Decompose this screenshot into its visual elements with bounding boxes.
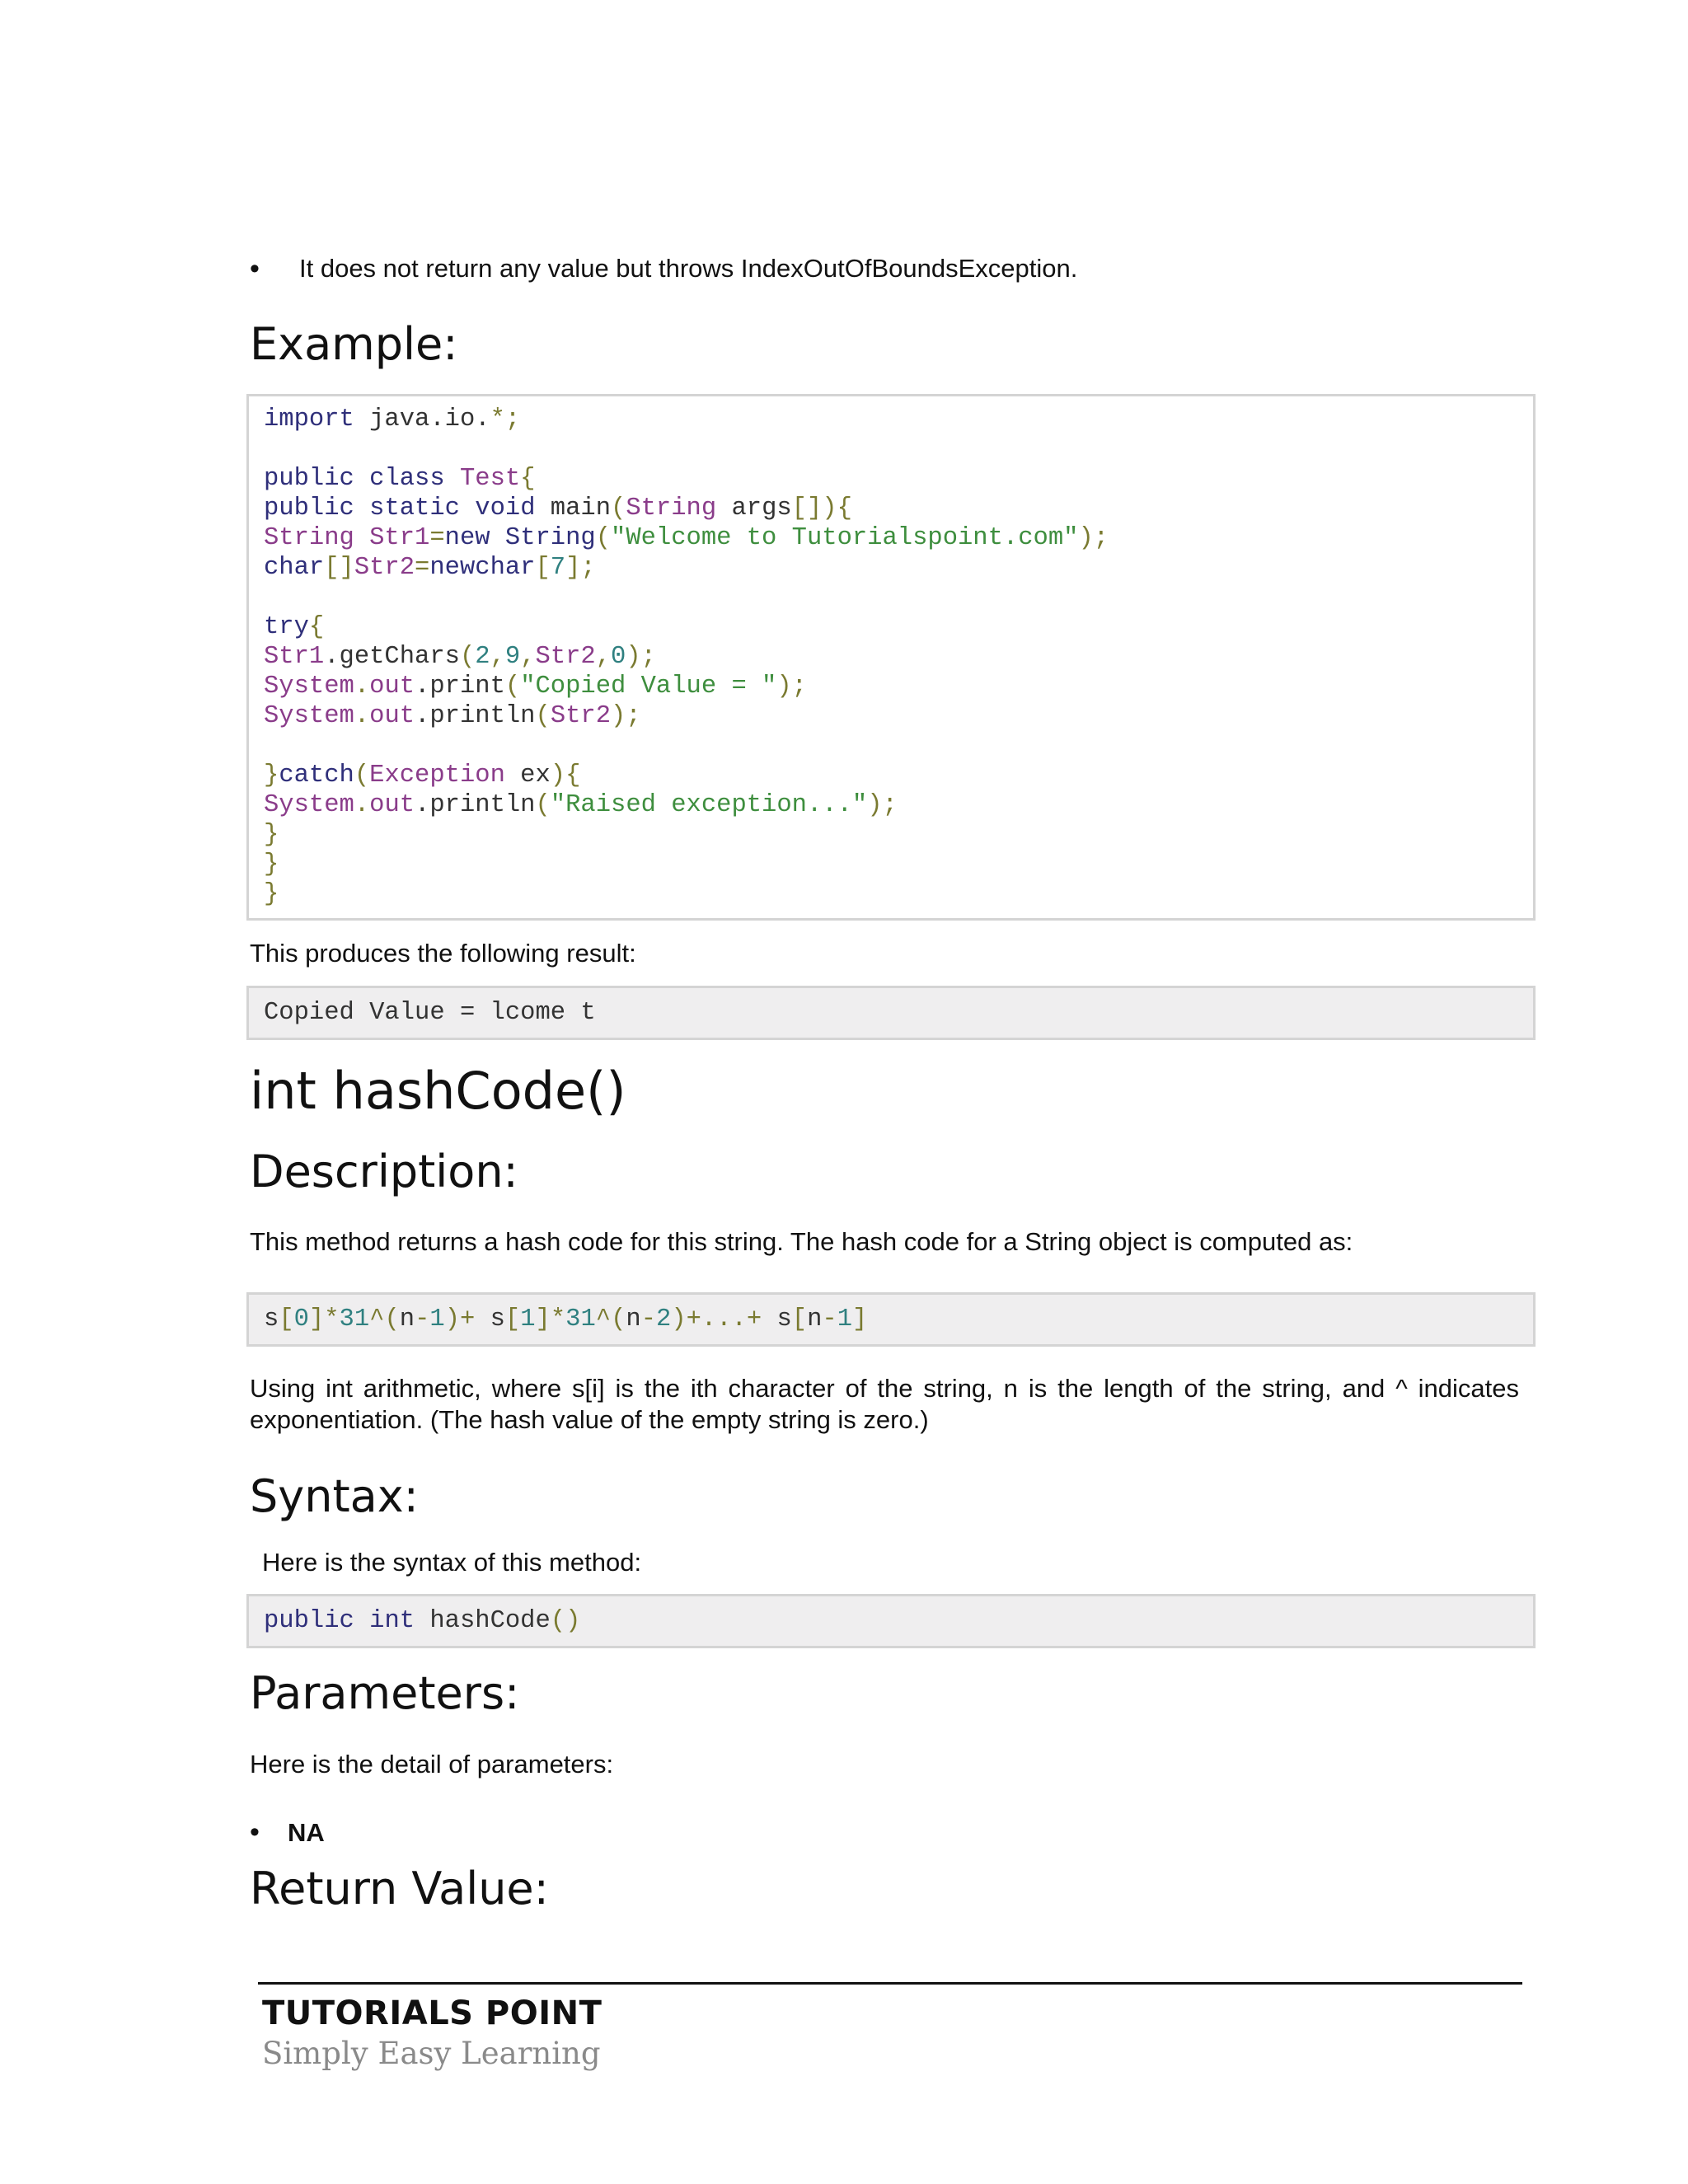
code-token: () — [550, 1607, 581, 1635]
heading-description: Description: — [250, 1146, 518, 1197]
code-token: ( — [611, 494, 626, 523]
code-token: args — [716, 494, 792, 523]
code-token: . — [354, 791, 370, 819]
code-token: ( — [535, 791, 551, 819]
code-token — [354, 1607, 369, 1635]
code-token: 9 — [504, 643, 521, 671]
code-token: { — [520, 465, 536, 493]
code-token: [ — [535, 554, 551, 582]
code-line — [264, 820, 1518, 850]
code-token: Copied Value = lcome t — [264, 999, 596, 1027]
code-line — [264, 583, 1518, 612]
code-token: static — [369, 494, 460, 523]
code-token: Str2 — [535, 643, 596, 671]
code-token: , — [490, 643, 505, 671]
code-line — [264, 434, 1518, 464]
code-token: - — [640, 1305, 656, 1333]
heading-parameters: Parameters: — [250, 1667, 520, 1719]
code-line — [264, 850, 1518, 879]
code-token: ex — [504, 762, 551, 790]
code-token: n — [807, 1305, 823, 1333]
code-token: ); — [1078, 524, 1109, 552]
code-line — [264, 879, 1518, 909]
code-token: []){ — [791, 494, 852, 523]
code-token: 1 — [429, 1305, 445, 1333]
code-line — [264, 1295, 1518, 1333]
code-token — [490, 524, 505, 552]
code-token: 0 — [293, 1305, 309, 1333]
code-line — [264, 553, 1518, 583]
code-token: s — [762, 1305, 792, 1333]
heading-method: int hashCode() — [250, 1061, 626, 1121]
code-token: 0 — [611, 643, 626, 671]
footer-divider — [258, 1982, 1522, 1985]
code-token: 31 — [339, 1305, 370, 1333]
heading-syntax: Syntax: — [250, 1470, 419, 1522]
code-token: 1 — [520, 1305, 536, 1333]
code-token: .print — [415, 673, 505, 701]
code-block-formula — [246, 1292, 1536, 1347]
code-token — [354, 465, 369, 493]
code-token: { — [308, 613, 325, 641]
code-token: Exception — [369, 762, 505, 790]
code-token: int — [369, 1607, 415, 1635]
code-token: main — [535, 494, 612, 523]
code-line — [264, 672, 1518, 701]
code-token: System — [264, 702, 354, 730]
code-token: } — [264, 762, 279, 790]
code-token: } — [264, 821, 279, 849]
heading-example: Example: — [250, 318, 458, 370]
code-line — [264, 790, 1518, 820]
code-line — [264, 523, 1518, 553]
code-token: } — [264, 880, 279, 908]
code-token: Str1 — [264, 643, 325, 671]
code-token — [460, 494, 475, 523]
code-token: . — [354, 673, 370, 701]
params-list-item — [250, 1816, 325, 1849]
code-token: catch — [279, 762, 354, 790]
code-token: java.io. — [354, 405, 490, 434]
footer-brand: TUTORIALS POINT — [262, 1994, 603, 2032]
code-line — [264, 701, 1518, 731]
code-token: 2 — [656, 1305, 672, 1333]
code-token: "Copied Value = " — [520, 673, 777, 701]
code-token: ); — [626, 643, 656, 671]
code-token: )+...+ — [671, 1305, 762, 1333]
code-token: public — [264, 465, 354, 493]
code-token: newchar — [429, 554, 536, 582]
code-token: Str2 — [550, 702, 612, 730]
code-block-example — [246, 394, 1536, 921]
code-token: System — [264, 673, 354, 701]
code-token: = — [415, 554, 430, 582]
bullet-item — [250, 251, 1077, 287]
code-token: - — [822, 1305, 837, 1333]
code-line — [264, 464, 1518, 494]
code-token: out — [369, 702, 415, 730]
bullet-icon: • — [250, 253, 260, 284]
code-token: 2 — [475, 643, 490, 671]
code-token — [354, 494, 369, 523]
bullet-icon: • — [250, 1816, 260, 1848]
code-token: ]* — [535, 1305, 566, 1333]
code-line — [264, 731, 1518, 761]
code-token: String — [626, 494, 717, 523]
code-line — [264, 988, 1518, 1027]
code-token: [ — [791, 1305, 808, 1333]
code-token: )+ — [444, 1305, 476, 1333]
code-line — [264, 642, 1518, 672]
code-token: out — [369, 791, 415, 819]
code-token: ( — [354, 762, 370, 790]
code-token: .println — [415, 791, 536, 819]
code-token: Str1 — [354, 524, 430, 552]
code-token: Str2 — [354, 554, 415, 582]
code-token: ^( — [369, 1305, 400, 1333]
code-token: public — [264, 494, 354, 523]
code-token: - — [415, 1305, 430, 1333]
code-token: = — [429, 524, 445, 552]
code-token: n — [626, 1305, 641, 1333]
code-token: ){ — [550, 762, 581, 790]
code-token: , — [595, 643, 612, 671]
code-token: [] — [324, 554, 354, 582]
code-token: . — [354, 702, 370, 730]
code-token: [ — [279, 1305, 294, 1333]
code-token: 1 — [837, 1305, 852, 1333]
code-line — [264, 405, 1518, 434]
code-token: [ — [504, 1305, 521, 1333]
heading-return-value: Return Value: — [250, 1863, 549, 1915]
code-block-result — [246, 986, 1536, 1040]
code-token: .println — [415, 702, 536, 730]
code-token: *; — [490, 405, 521, 434]
code-token: ( — [504, 673, 521, 701]
code-line — [264, 761, 1518, 790]
description-text: This method returns a hash code for this string. The hash code for a String object is computed as: — [250, 1227, 1353, 1256]
code-token: ^( — [595, 1305, 626, 1333]
code-token: import — [264, 405, 354, 434]
code-token: ]; — [565, 554, 596, 582]
code-token: s — [264, 1305, 279, 1333]
code-token: ( — [535, 702, 551, 730]
code-token: Test — [444, 465, 521, 493]
code-token: String — [264, 524, 354, 552]
code-token: ); — [867, 791, 898, 819]
code-token: ] — [852, 1305, 868, 1333]
code-token: try — [264, 613, 309, 641]
code-token: ]* — [308, 1305, 340, 1333]
code-token: hashCode — [415, 1607, 551, 1635]
code-token: void — [475, 494, 536, 523]
code-token: } — [264, 851, 279, 879]
code-token: public — [264, 1607, 354, 1635]
code-token: char — [264, 554, 325, 582]
code-token: , — [520, 643, 536, 671]
code-token: "Raised exception..." — [550, 791, 868, 819]
code-token: System — [264, 791, 354, 819]
params-item-text: NA — [288, 1817, 325, 1847]
code-token: ( — [595, 524, 612, 552]
code-token: String — [504, 524, 596, 552]
code-line — [264, 1596, 1518, 1635]
code-token: s — [475, 1305, 505, 1333]
arithmetic-text: Using int arithmetic, where s[i] is the ith character of the string, n is the length of the string, and ^ indicates exponentiation. (The hash value of the empty string is zero.) — [250, 1374, 1519, 1434]
code-token: new — [444, 524, 490, 552]
code-token: "Welcome to Tutorialspoint.com" — [611, 524, 1079, 552]
code-token: ); — [611, 702, 641, 730]
code-line — [264, 612, 1518, 642]
code-token: ( — [459, 643, 476, 671]
code-token: n — [399, 1305, 415, 1333]
params-intro: Here is the detail of parameters: — [250, 1750, 614, 1779]
code-token: 7 — [550, 554, 566, 582]
code-line — [264, 494, 1518, 523]
syntax-intro: Here is the syntax of this method: — [262, 1548, 642, 1577]
code-token: out — [369, 673, 415, 701]
code-block-syntax — [246, 1594, 1536, 1648]
code-token: class — [369, 465, 445, 493]
bullet-text: It does not return any value but throws IndexOutOfBoundsException. — [299, 254, 1078, 283]
code-token: .getChars — [324, 643, 460, 671]
code-token: 31 — [565, 1305, 596, 1333]
footer-tagline: Simply Easy Learning — [262, 2036, 601, 2071]
code-token: ); — [776, 673, 807, 701]
result-intro: This produces the following result: — [250, 939, 636, 968]
